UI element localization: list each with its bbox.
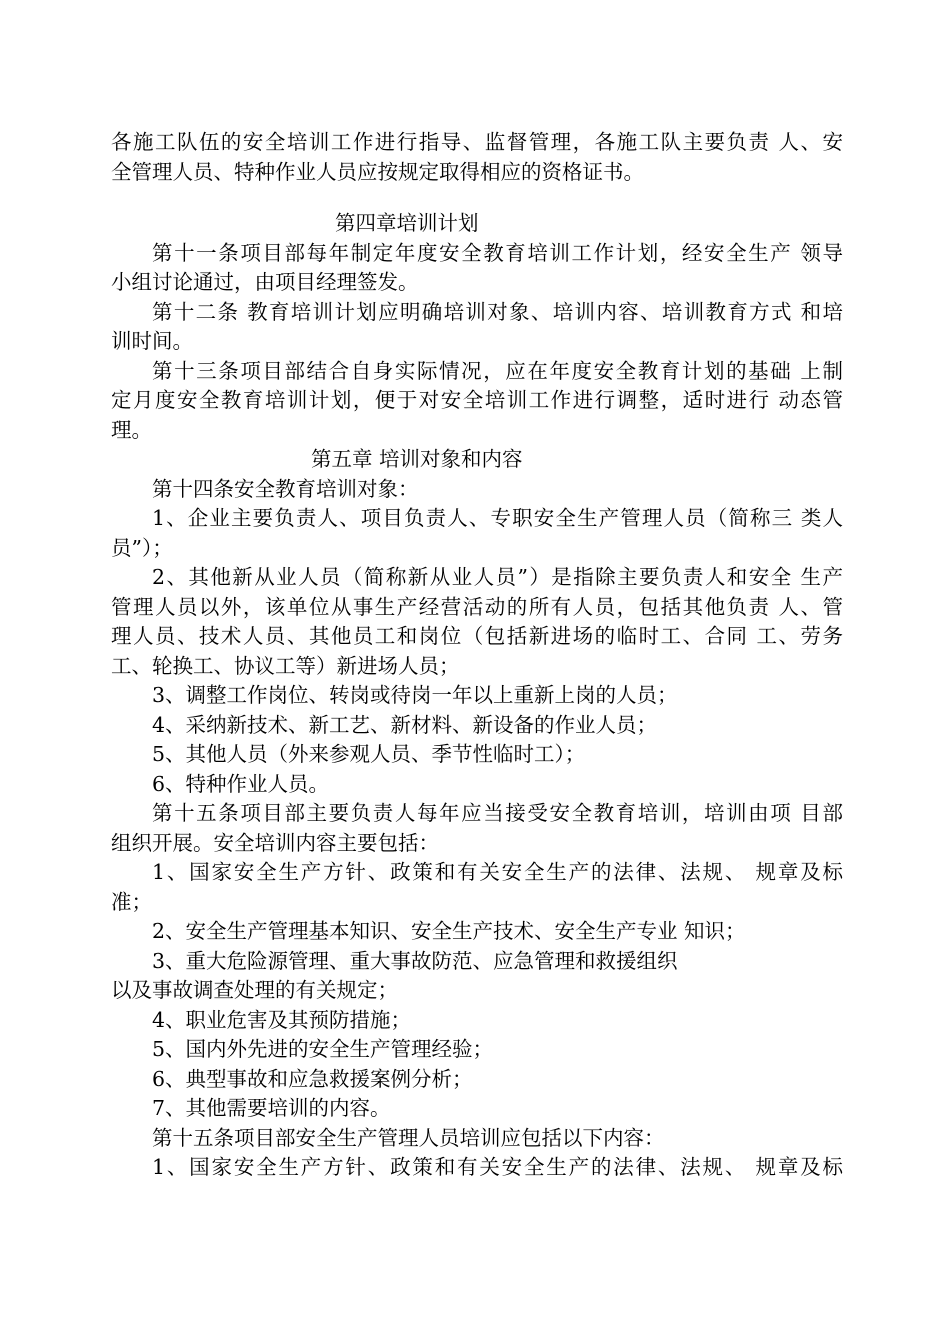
body-line: 以及事故调查处理的有关规定； <box>111 978 398 1002</box>
body-line: 3、重大危险源管理、重大事故防范、应急管理和救援组织 <box>152 948 678 973</box>
chapter-heading: 第四章培训计划 <box>335 211 479 235</box>
body-line: 各施工队伍的安全培训工作进行指导、监督管理，各施工队主要负责 人、安 <box>111 130 843 154</box>
body-line: 第十五条项目部安全生产管理人员培训应包括以下内容： <box>152 1125 665 1150</box>
body-line: 7、其他需要培训的内容。 <box>152 1096 391 1120</box>
body-line: 2、安全生产管理基本知识、安全生产技术、安全生产专业 知识； <box>152 919 746 943</box>
body-line: 小组讨论通过，由项目经理签发。 <box>111 270 419 294</box>
body-line: 1、国家安全生产方针、政策和有关安全生产的法律、法规、 规章及标 <box>152 1155 843 1179</box>
body-line: 理。 <box>111 417 152 442</box>
body-line: 全管理人员、特种作业人员应按规定取得相应的资格证书。 <box>111 159 644 184</box>
body-line: 3、调整工作岗位、转岗或待岗一年以上重新上岗的人员； <box>152 683 678 707</box>
body-line: 5、其他人员（外来参观人员、季节性临时工）； <box>152 742 586 766</box>
body-line: 6、典型事故和应急救援案例分析； <box>152 1066 473 1091</box>
body-line: 第十五条项目部主要负责人每年应当接受安全教育培训，培训由项 目部 <box>152 801 843 825</box>
body-line: 第十三条项目部结合自身实际情况，应在年度安全教育计划的基础 上制 <box>152 358 843 383</box>
body-line: 第十二条 教育培训计划应明确培训对象、培训内容、培训教育方式 和培 <box>152 299 843 324</box>
body-line: 1、国家安全生产方针、政策和有关安全生产的法律、法规、 规章及标 <box>152 860 843 884</box>
body-line: 员”）； <box>111 535 173 560</box>
body-line: 4、采纳新技术、新工艺、新材料、新设备的作业人员； <box>152 712 658 737</box>
body-line: 组织开展。安全培训内容主要包括： <box>111 830 439 855</box>
document-body <box>111 128 843 1183</box>
body-line: 第十四条安全教育培训对象： <box>152 476 419 501</box>
body-line: 2、其他新从业人员（简称新从业人员”）是指除主要负责人和安全 生产 <box>152 565 843 589</box>
body-line: 第十一条项目部每年制定年度安全教育培训工作计划，经安全生产 领导 <box>152 240 843 265</box>
body-line: 理人员、技术人员、其他员工和岗位（包括新进场的临时工、合同 工、劳务 <box>111 624 843 648</box>
body-line: 准； <box>111 889 152 914</box>
body-line: 训时间。 <box>111 329 193 353</box>
body-line: 4、职业危害及其预防措施； <box>152 1007 412 1032</box>
chapter-heading: 第五章 培训对象和内容 <box>311 447 523 471</box>
paragraph-gap <box>111 187 843 209</box>
body-line: 6、特种作业人员。 <box>152 771 330 796</box>
body-line: 5、国内外先进的安全生产管理经验； <box>152 1037 494 1061</box>
body-line: 定月度安全教育培训计划，便于对安全培训工作进行调整，适时进行 动态管 <box>111 388 843 412</box>
body-line: 工、轮换工、协议工等）新进场人员； <box>111 653 460 678</box>
body-line: 1、企业主要负责人、项目负责人、专职安全生产管理人员（简称三 类人 <box>152 506 843 530</box>
body-line: 管理人员以外，该单位从事生产经营活动的所有人员，包括其他负责 人、管 <box>111 594 843 619</box>
